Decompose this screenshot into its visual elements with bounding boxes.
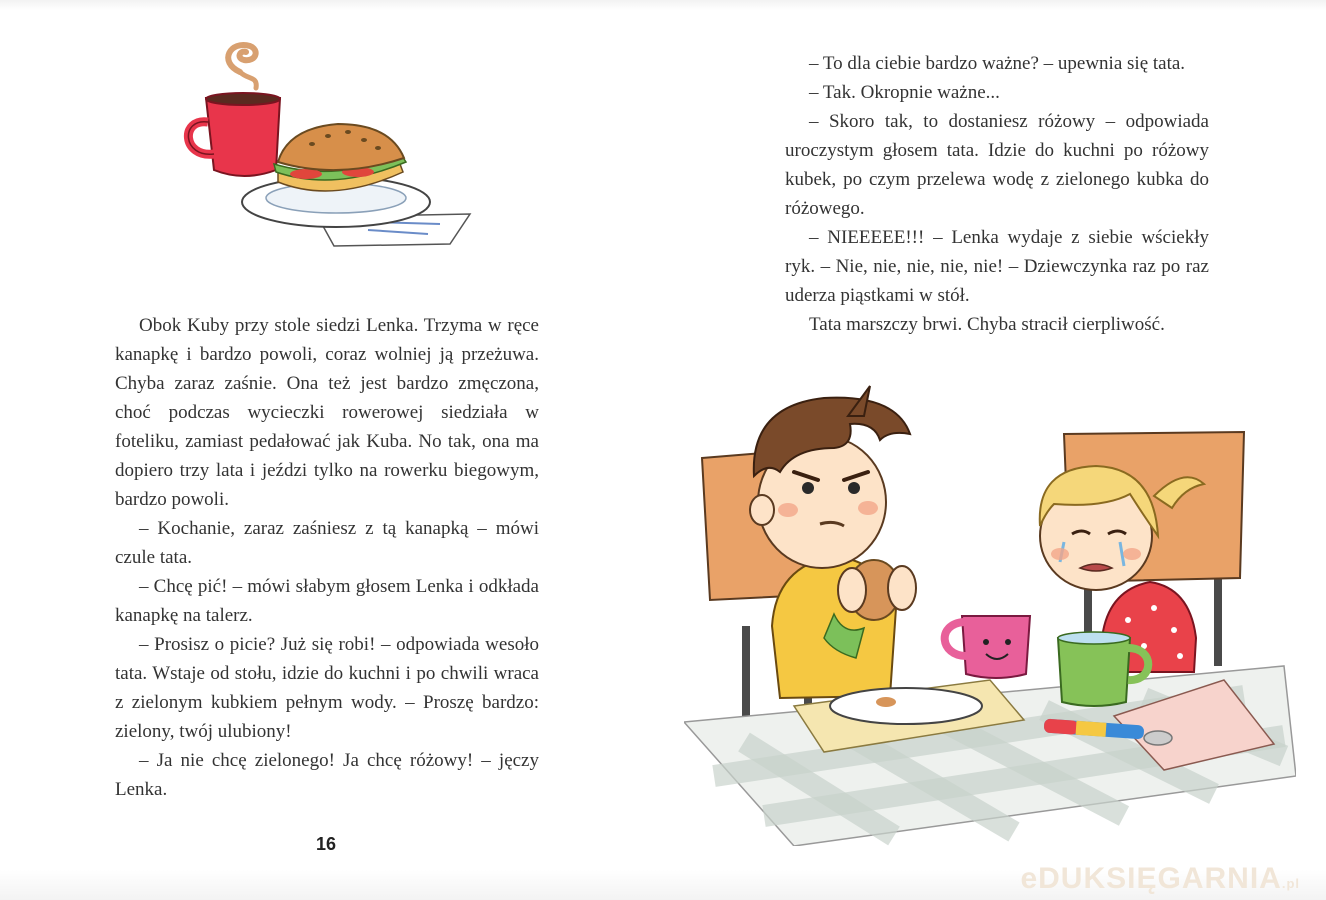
watermark-suffix: .pl [1281, 876, 1300, 891]
paragraph: Tata marszczy brwi. Chyba stracił cierpliwość. [809, 314, 1165, 335]
paragraph: – Prosisz o picie? Już się robi! – odpowiada wesoło tata. Wstaje od stołu, idzie do kuchni i po chwili wraca z zielonym kubkiem pełnym wody. – Proszę bardzo: zielony, twój ulubiony! [115, 634, 539, 742]
watermark-text: eDUKSIĘGARNIA [1020, 862, 1282, 895]
left-page-text [115, 311, 539, 804]
top-edge-shadow [0, 0, 1326, 10]
breakfast-illustration [178, 32, 478, 257]
paragraph: – NIEEEEE!!! – Lenka wydaje z siebie wściekły ryk. – Nie, nie, nie, nie, nie! – Dziewczynka raz po raz uderza piąstkami w stół. [785, 227, 1209, 306]
paragraph: – To dla ciebie bardzo ważne? – upewnia się tata. [809, 53, 1186, 74]
page-number: 16 [315, 834, 337, 854]
paragraph: – Chcę pić! – mówi słabym głosem Lenka i odkłada kanapkę na talerz. [115, 576, 539, 626]
paragraph: – Kochanie, zaraz zaśniesz z tą kanapką – mówi czule tata. [115, 518, 539, 568]
right-page-text [785, 49, 1209, 339]
paragraph: – Skoro tak, to dostaniesz różowy – odpowiada uroczystym głosem tata. Idzie do kuchni po różowy kubek, po czym przelewa wodę z zielonego kubka do różowego. [785, 111, 1209, 219]
children-at-table-illustration [684, 376, 1296, 846]
paragraph: – Tak. Okropnie ważne... [809, 82, 1000, 103]
paragraph: Obok Kuby przy stole siedzi Lenka. Trzyma w ręce kanapkę i bardzo powoli, coraz wolniej ją przeżuwa. Chyba zaraz zaśnie. Ona też jest bardzo zmęczona, choć podczas wycieczki rowerowej siedziała w foteliku, zamiast pedałować jak Kuba. No tak, ona ma dopiero trzy lata i jeździ tylko na rowerku biegowym, bardzo powoli. [115, 315, 539, 510]
watermark-logo [1020, 862, 1300, 896]
paragraph: – Ja nie chcę zielonego! Ja chcę różowy! – jęczy Lenka. [115, 750, 539, 800]
